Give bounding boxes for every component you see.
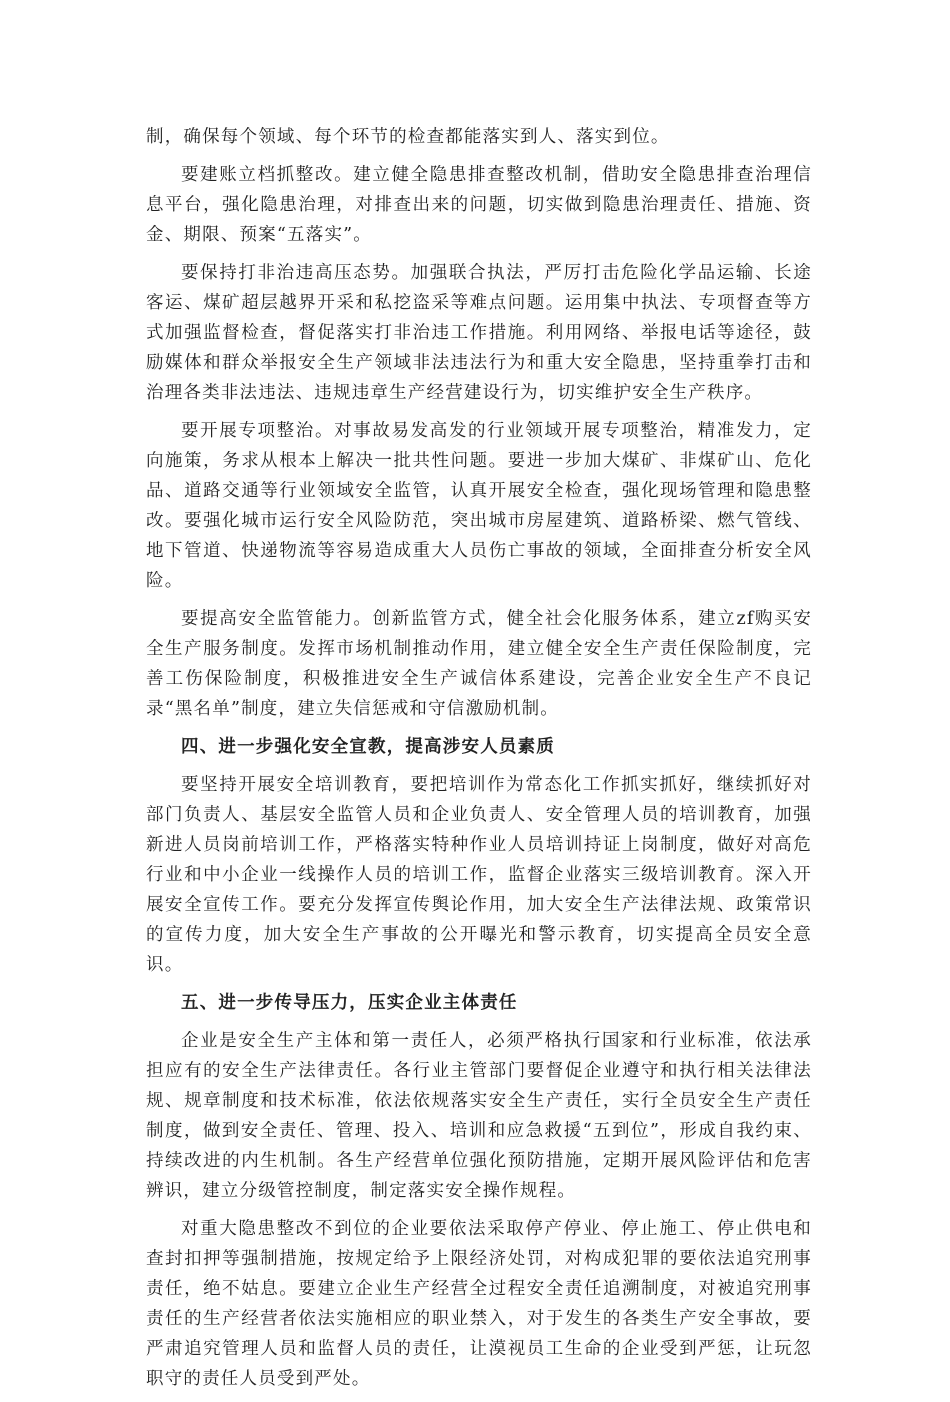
document-page [146, 122, 812, 1402]
paragraph-training: 要坚持开展安全培训教育，要把培训作为常态化工作抓实抓好，继续抓好对部门负责人、基层安全监管人员和企业负责人、安全管理人员的培训教育，加强新进人员岗前培训工作，严格落实特种作业人员培训持证上岗制度，做好对高危行业和中小企业一线操作人员的培训工作，监督企业落实三级培训教育。深入开展安全宣传工作。要充分发挥宣传舆论作用，加大安全生产法律法规、政策常识的宣传力度，加大安全生产事故的公开曝光和警示教育，切实提高全员安全意识。 [146, 775, 812, 975]
section-heading-5: 五、进一步传导压力，压实企业主体责任 [181, 993, 518, 1013]
paragraph-continuation: 制，确保每个领域、每个环节的检查都能落实到人、落实到位。 [146, 127, 670, 147]
paragraph-rectification: 要建账立档抓整改。建立健全隐患排查整改机制，借助安全隐患排查治理信息平台，强化隐患治理，对排查出来的问题，切实做到隐患治理责任、措施、资金、期限、预案“五落实”。 [146, 165, 812, 245]
paragraph-enterprise-responsibility: 企业是安全生产主体和第一责任人，必须严格执行国家和行业标准，依法承担应有的安全生产法律责任。各行业主管部门要督促企业遵守和执行相关法律法规、规章制度和技术标准，依法依规落实安全生产责任，实行全员安全生产责任制度，做到安全责任、管理、投入、培训和应急救援“五到位”，形成自我约束、持续改进的内生机制。各生产经营单位强化预防措施，定期开展风险评估和危害辨识，建立分级管控制度，制定落实安全操作规程。 [146, 1031, 812, 1201]
paragraph-special-campaign: 要开展专项整治。对事故易发高发的行业领域开展专项整治，精准发力，定向施策，务求从根本上解决一批共性问题。要进一步加大煤矿、非煤矿山、危化品、道路交通等行业领域安全监管，认真开展安全检查，强化现场管理和隐患整改。要强化城市运行安全风险防范，突出城市房屋建筑、道路桥梁、燃气管线、地下管道、快递物流等容易造成重大人员伤亡事故的领域，全面排查分析安全风险。 [146, 421, 812, 591]
section-heading-4: 四、进一步强化安全宣教，提高涉安人员素质 [181, 737, 555, 757]
paragraph-supervision-capacity: 要提高安全监管能力。创新监管方式，健全社会化服务体系，建立zf购买安全生产服务制度。发挥市场机制推动作用，建立健全安全生产责任保险制度，完善工伤保险制度，积极推进安全生产诚信体系建设，完善企业安全生产不良记录“黑名单”制度，建立失信惩戒和守信激励机制。 [146, 609, 812, 719]
paragraph-crackdown: 要保持打非治违高压态势。加强联合执法，严厉打击危险化学品运输、长途客运、煤矿超层越界开采和私挖盗采等难点问题。运用集中执法、专项督查等方式加强监督检查，督促落实打非治违工作措施。利用网络、举报电话等途径，鼓励媒体和群众举报安全生产领域非法违法行为和重大安全隐患，坚持重拳打击和治理各类非法违法、违规违章生产经营建设行为，切实维护安全生产秩序。 [146, 263, 812, 403]
paragraph-enforcement: 对重大隐患整改不到位的企业要依法采取停产停业、停止施工、停止供电和查封扣押等强制措施，按规定给予上限经济处罚，对构成犯罪的要依法追究刑事责任，绝不姑息。要建立企业生产经营全过程安全责任追溯制度，对被追究刑事责任的生产经营者依法实施相应的职业禁入，对于发生的各类生产安全事故，要严肃追究管理人员和监督人员的责任，让漠视员工生命的企业受到严惩，让玩忽职守的责任人员受到严处。 [146, 1219, 812, 1389]
